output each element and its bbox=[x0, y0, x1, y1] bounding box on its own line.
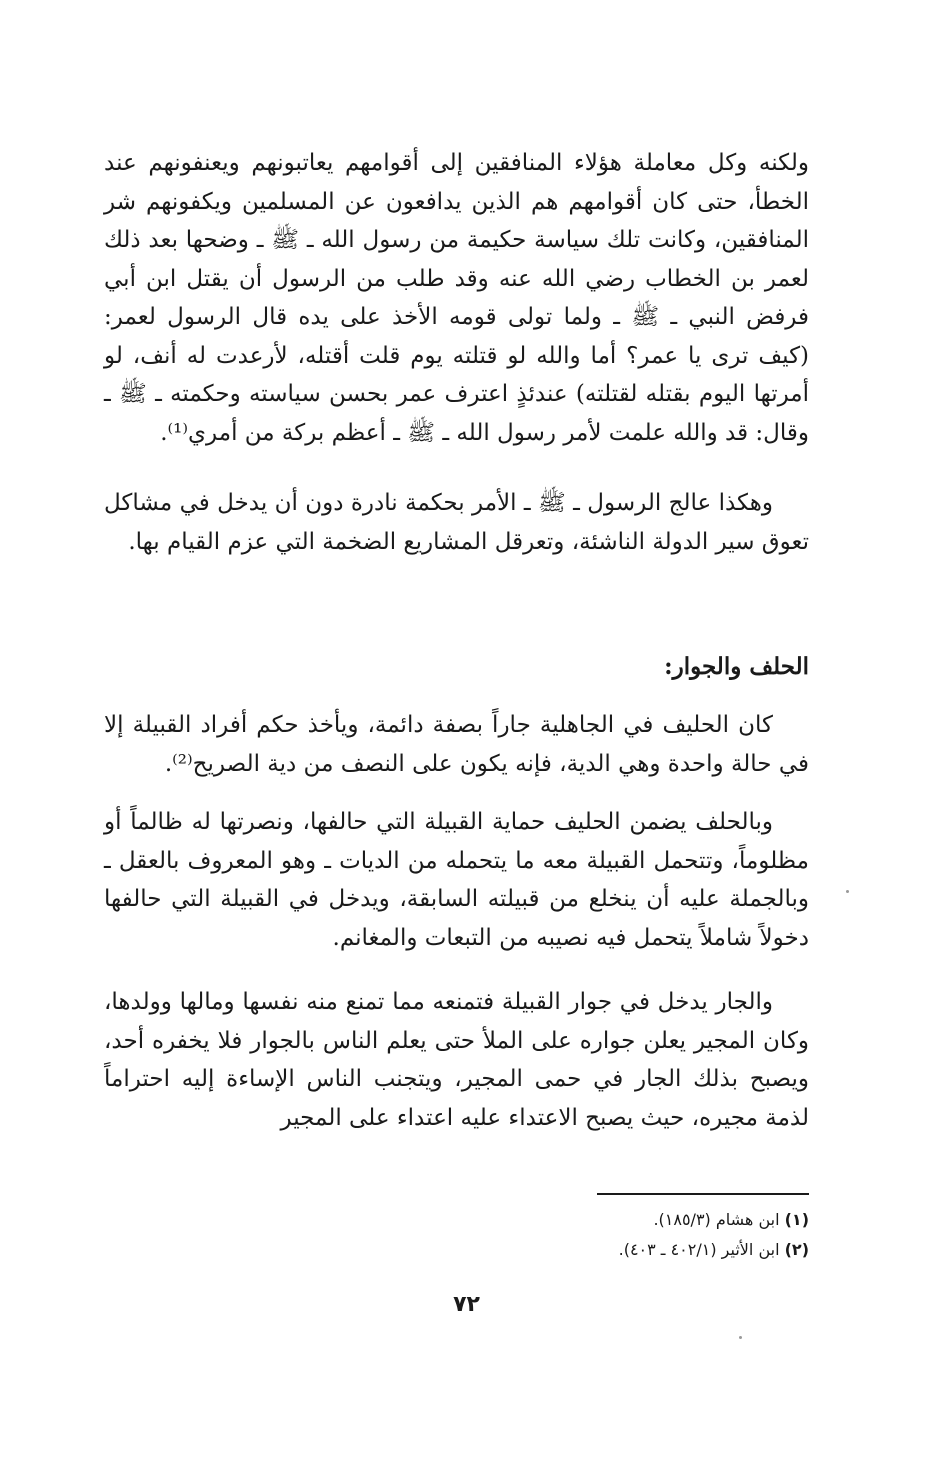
paragraph-4 bbox=[104, 803, 809, 957]
paragraph-1-text: ولكنه وكل معاملة هؤلاء المنافقين إلى أقوامهم يعاتبونهم ويعنفونهم عند الخطأ، حتى كان أقوامهم هم الذين يدافعون عن المسلمين ويكفونهم شر المنافقين، وكانت تلك سياسة حكيمة من رسول الله ـ ﷺ ـ وضحها بعد ذلك لعمر بن الخطاب رضي الله عنه وقد طلب من الرسول أن يقتل ابن أبي فرفض النبي ـ ﷺ ـ ولما تولى قومه الأخذ على يده قال الرسول لعمر: (كيف ترى يا عمر؟ أما والله لو قتلته يوم قلت أقتله، لأرعدت له أنف، لو أمرتها اليوم بقتله لقتلته) عندئذٍ اعترف عمر بحسن سياسته وحكمته ـ ﷺ ـ وقال: قد والله علمت لأمر رسول الله ـ ﷺ ـ أعظم بركة من أمري⁽¹⁾. bbox=[104, 150, 809, 446]
paragraph-5-text: والجار يدخل في جوار القبيلة فتمنعه مما تمنع منه نفسها ومالها وولدها، وكان المجير يعلن جواره على الملأ حتى يعلم الناس بالجوار فلا يخفره أحد، ويصبح بذلك الجار في حمى المجير، ويتجنب الناس الإساءة إليه احتراماً لذمة مجيره، حيث يصبح الاعتداء عليه اعتداء على المجير bbox=[104, 989, 809, 1131]
paragraph-2 bbox=[104, 484, 809, 561]
paragraph-3-text: كان الحليف في الجاهلية جاراً بصفة دائمة، ويأخذ حكم أفراد القبيلة إلا في حالة واحدة وهي الدية، فإنه يكون على النصف من دية الصريح⁽²⁾. bbox=[104, 712, 809, 777]
paragraph-3 bbox=[104, 706, 809, 783]
footnotes bbox=[619, 1205, 809, 1265]
footnote-1-text: ابن هشام (١٨٥/٣). bbox=[653, 1210, 780, 1229]
footnote-2-number: (٢) bbox=[784, 1240, 809, 1259]
footnote-1-number: (١) bbox=[784, 1210, 809, 1229]
paragraph-4-text: وبالحلف يضمن الحليف حماية القبيلة التي حالفها، ونصرتها له ظالماً أو مظلوماً، وتتحمل القبيلة معه ما يتحمله من الديات ـ وهو المعروف بالعقل ـ وبالجملة عليه أن ينخلع من قبيلته السابقة، ويدخل في القبيلة التي حالفها دخولاً شاملاً يتحمل فيه نصيبه من التبعات والمغانم. bbox=[104, 809, 809, 951]
section-heading: الحلف والجوار: bbox=[664, 653, 809, 680]
scan-speck bbox=[846, 890, 849, 893]
scan-speck bbox=[739, 1336, 742, 1339]
paragraph-5 bbox=[104, 983, 809, 1137]
footnote-2-text: ابن الأثير (٤٠٢/١ ـ ٤٠٣). bbox=[618, 1240, 780, 1259]
page-number: ٧٢ bbox=[453, 1292, 480, 1317]
footnote-1 bbox=[619, 1205, 809, 1235]
footnote-2 bbox=[619, 1235, 809, 1265]
paragraph-2-text: وهكذا عالج الرسول ـ ﷺ ـ الأمر بحكمة نادرة دون أن يدخل في مشاكل تعوق سير الدولة الناشئة، وتعرقل المشاريع الضخمة التي عزم القيام بها. bbox=[104, 490, 809, 555]
footnote-divider bbox=[597, 1193, 809, 1195]
paragraph-1 bbox=[104, 144, 809, 452]
